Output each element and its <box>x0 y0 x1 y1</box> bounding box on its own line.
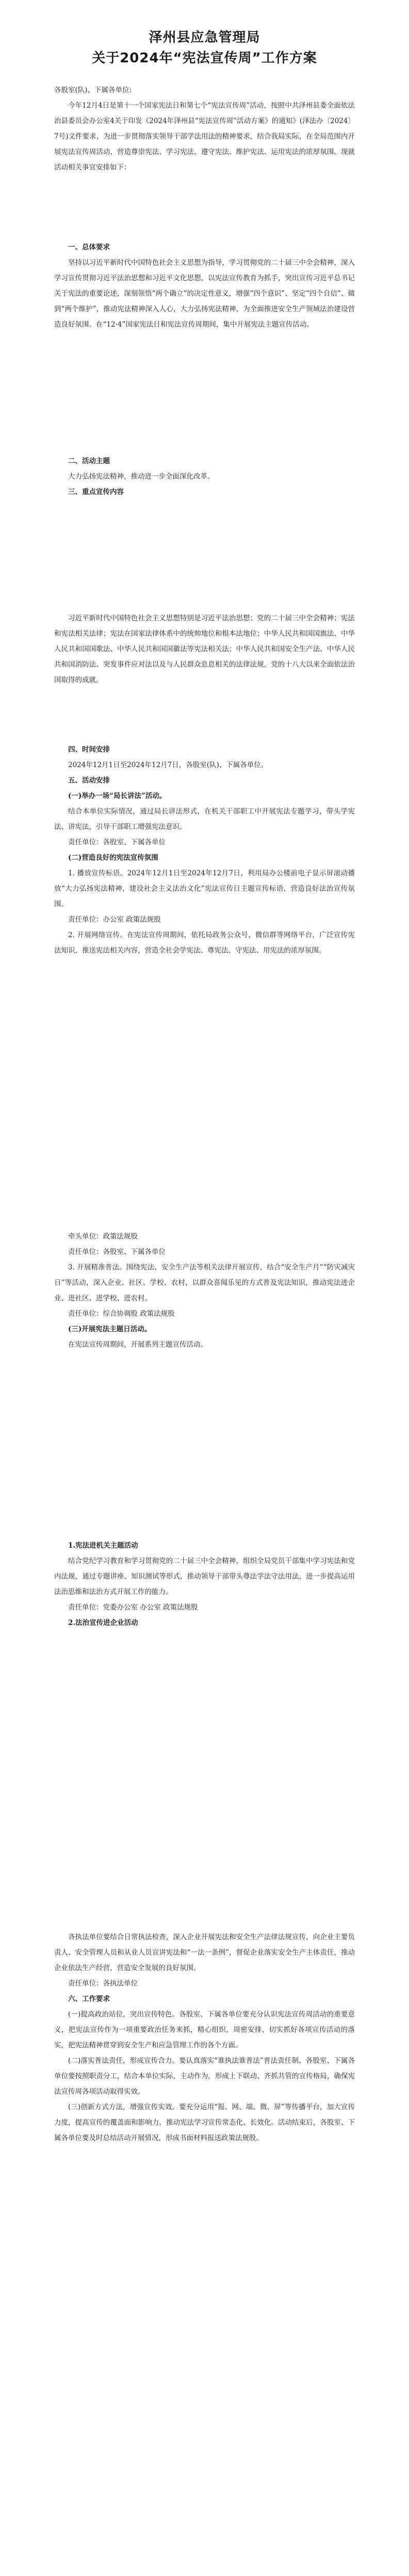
requirement-item: (一)提高政治站位，突出宣传特色。各股室、下属各单位要充分认识宪法宣传周活动的重要意义，把宪法宣传作为一项重要政治任务来抓，精心组织，周密安排，切实抓好各项宣传活动的落实，把宪法精神贯穿到安全生产和应急管理工作的各个方面。 <box>54 2010 355 2049</box>
responsible-unit: 责任单位：党委办公室 办公室 政策法规股 <box>68 1603 198 1612</box>
doc-title-org: 泽州县应急管理局 <box>149 30 260 45</box>
sub-activity-body: 各执法单位要结合日常执法检查，深入企业开展宪法和安全生产法律法规宣传，向企业主要负责人、安全管理人员和从业人员宣讲宪法和“一法一条例”，督促企业落实安全生产主体责任，推动企业依法生产经营，营造安全发展的良好氛围。 <box>54 1933 355 1972</box>
section-heading: 六、工作要求 <box>68 1995 110 2003</box>
page-3-top <box>54 1929 355 2146</box>
activity-heading: (三)开展宪法主题日活动。 <box>68 1325 152 1333</box>
responsible-unit: 责任单位：各股室、下属各单位 <box>68 838 166 846</box>
activity-body: 结合本单位实际情况，通过局长讲法形式，在机关干部职工中开展宪法专题学习，带头学宪法、讲宪法，引导干部职工增强宪法意识。 <box>54 807 355 831</box>
intro-paragraph: 今年12月4日是第十一个国家宪法日和第七个“宪法宣传周”活动，按照中共泽州县委全面依法治县委员会办公室4关于印发《2024年泽州县“宪法宣传周”活动方案》的通知》(泽法办〔2024〕7号)文件要求，为进一步贯彻落实领导干部学法用法的精神要求，结合我局实际，在全局范围内开展宪法宣传周活动，营造尊崇宪法、学习宪法、遵守宪法、维护宪法、运用宪法的浓厚氛围。现就活动相关事宜安排如下： <box>54 101 355 172</box>
intro <box>54 82 355 175</box>
requirement-item: (二)落实普法责任，形成宣传合力。要认真落实“谁执法谁普法”普法责任制，各股室、下属各单位要按照职责分工，结合本单位实际，主动作为，形成上下联动、齐抓共管的宣传格局，确保宪法宣传周各项活动取得实效。 <box>54 2057 355 2096</box>
section-1 <box>54 240 355 332</box>
sub-activity-heading: 1.宪法进机关主题活动 <box>68 1541 138 1550</box>
activity-heading: (二)营造良好的宪法宣传氛围 <box>68 854 158 862</box>
activity-item: 1. 播放宣传标语。2024年12月1日至2024年12月7日，利用局办公楼前电子显示屏滚动播放“大力弘扬宪法精神，建设社会主义法治文化”宪法宣传日主题宣传标语，营造良好法治宣传氛围。 <box>54 869 355 908</box>
page-2-top <box>54 1229 355 1352</box>
responsible-unit: 责任单位：综合协调股 政策法规股 <box>68 1310 175 1318</box>
activity-body: 在宪法宣传周期间，开展系列主题宣传活动。 <box>68 1341 207 1349</box>
theme-activities <box>54 1538 355 1631</box>
section-heading: 一、总体要求 <box>68 243 110 251</box>
sub-activity-body: 结合党纪学习教育和学习贯彻党的二十届三中全会精神，组织全局党员干部集中学习宪法和党内法规，通过专题讲座、知识测试等形式，推动领导干部带头尊法学法守法用法，进一步提高运用法治思维和法治方式开展工作的能力。 <box>54 1557 355 1596</box>
responsible-unit: 责任单位：各执法单位 <box>68 1979 138 1988</box>
responsible-unit: 责任单位：各股室、下属各单位 <box>68 1248 166 1256</box>
responsible-unit: 牵头单位：政策法规股 <box>68 1232 138 1241</box>
section-heading: 三、重点宣传内容 <box>68 488 124 496</box>
section-body: 2024年12月1日至2024年12月7日，各股室(队)、下属各单位。 <box>68 761 268 769</box>
section-2 <box>54 453 355 500</box>
section-body: 大力弘扬宪法精神，推动进一步全面深化改革。 <box>68 472 215 481</box>
section-heading: 五、活动安排 <box>68 776 110 785</box>
sub-activity-heading: 2.法治宣传进企业活动 <box>68 1619 138 1627</box>
section-body: 习近平新时代中国特色社会主义思想特别是习近平法治思想；党的二十届三中全会精神；宪法和宪法相关法律；宪法在国家法律体系中的统帅地位和根本法地位；中华人民共和国国旗法、中华人民共和国国歌法、中华人民共和国国徽法等宪法相关法；中华人民共和国安全生产法、中华人民共和国消防法、突发事件应对法以及与人民群众息息相关的法律法规，党的十八大以来全面依法治国取得的成就。 <box>54 614 355 684</box>
responsible-unit: 责任单位：办公室 政策法规股 <box>68 916 161 924</box>
doc-title-subject: 关于2024年“宪法宣传周”工作方案 <box>92 50 317 66</box>
activity-heading: (一)举办一场“局长讲法”活动。 <box>68 792 167 800</box>
activity-item: 2. 开展网络宣传。在宪法宣传周期间，依托局政务公众号、微信群等网络平台，广泛宣传宪法知识，推送宪法相关内容，营造全社会学宪法、尊宪法、守宪法、用宪法的浓厚氛围。 <box>54 931 355 955</box>
salutation: 各股室(队)、下属各单位: <box>54 86 132 94</box>
section-3-body <box>54 611 355 688</box>
section-body: 坚持以习近平新时代中国特色社会主义思想为指导，学习贯彻党的二十届三中全会精神，深入学习宣传贯彻习近平法治思想和习近平文化思想，以宪法宣传教育为抓手，突出宣传习近平总书记关于宪法的重要论述，深刻领悟“两个确立”的决定性意义，增强“四个意识”、坚定“四个自信”、做到“两个维护”，推动宪法精神深入人心，大力弘扬宪法精神，为全面推进安全生产领域法治建设营造良好氛围。在“12·4”国家宪法日和宪法宣传周期间，集中开展宪法主题宣传活动。 <box>54 259 355 329</box>
section-heading: 四、时间安排 <box>68 745 110 754</box>
section-4-5 <box>54 742 355 958</box>
section-heading: 二、活动主题 <box>68 457 110 465</box>
requirement-item: (三)创新方式方法，增强宣传实效。要充分运用“报、网、端、微、屏”等传播平台，加大宣传力度，提高宣传的覆盖面和影响力，推动宪法学习宣传常态化、长效化。活动结束后，各股室、下属各单位要及时总结活动开展情况，形成书面材料报送政策法规股。 <box>54 2103 355 2142</box>
activity-item: 3. 开展精准普法。围绕宪法、安全生产法等相关法律开展宣传，结合“安全生产月”“防灾减灾日”等活动，深入企业、社区、学校、农村，以群众喜闻乐见的方式普及宪法知识，推动宪法进企业、进社区、进学校、进农村。 <box>54 1263 355 1302</box>
